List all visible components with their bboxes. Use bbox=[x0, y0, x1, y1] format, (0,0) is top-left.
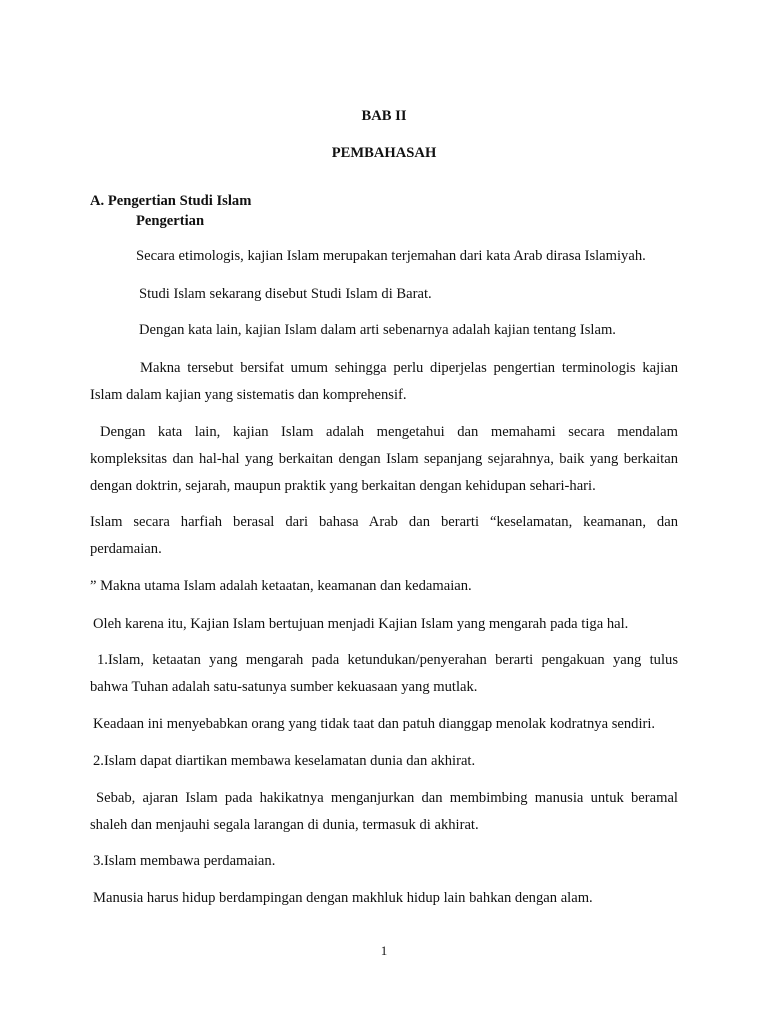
paragraph-10: Keadaan ini menyebabkan orang yang tidak taat dan patuh dianggap menolak kodratnya sendiri. bbox=[93, 716, 656, 732]
paragraph-12 bbox=[90, 785, 678, 839]
paragraph-14: Manusia harus hidup berdampingan dengan makhluk hidup lain bahkan dengan alam. bbox=[93, 890, 593, 906]
paragraph-5 bbox=[90, 419, 678, 500]
paragraph-7: ” Makna utama Islam adalah ketaatan, keamanan dan kedamaian. bbox=[90, 578, 472, 594]
paragraph-6-line-1: Islam secara harfiah berasal dari bahasa Arab dan berarti “keselamatan, keamanan, dan bbox=[90, 514, 678, 530]
paragraph-5-line-2: kompleksitas dan hal-hal yang berkaitan dengan Islam sepanjang sejarahnya, baik yang berkaitan bbox=[90, 451, 678, 467]
chapter-number: BAB II bbox=[361, 108, 407, 124]
page-number: 1 bbox=[380, 943, 388, 958]
paragraph-9-line-1: 1.Islam, ketaatan yang mengarah pada ketundukan/penyerahan berarti pengakuan yang tulus bbox=[97, 652, 678, 668]
paragraph-3: Dengan kata lain, kajian Islam dalam arti sebenarnya adalah kajian tentang Islam. bbox=[139, 322, 616, 338]
paragraph-12-line-2: shaleh dan menjauhi segala larangan di dunia, termasuk di akhirat. bbox=[90, 817, 479, 833]
paragraph-9-line-2: bahwa Tuhan adalah satu-satunya sumber kekuasaan yang mutlak. bbox=[90, 679, 478, 695]
subheading: Pengertian bbox=[136, 213, 205, 229]
chapter-title: PEMBAHASAH bbox=[331, 145, 437, 161]
paragraph-12-line-1: Sebab, ajaran Islam pada hakikatnya menganjurkan dan membimbing manusia untuk beramal bbox=[96, 790, 678, 806]
paragraph-1: Secara etimologis, kajian Islam merupakan terjemahan dari kata Arab dirasa Islamiyah. bbox=[136, 248, 646, 264]
paragraph-4-line-2: Islam dalam kajian yang sistematis dan komprehensif. bbox=[90, 387, 407, 403]
paragraph-13: 3.Islam membawa perdamaian. bbox=[93, 853, 276, 869]
paragraph-6 bbox=[90, 509, 678, 563]
paragraph-2: Studi Islam sekarang disebut Studi Islam di Barat. bbox=[139, 286, 432, 302]
paragraph-4 bbox=[90, 355, 678, 409]
paragraph-4-line-1: Makna tersebut bersifat umum sehingga perlu diperjelas pengertian terminologis kajian bbox=[140, 360, 678, 376]
section-heading: A. Pengertian Studi Islam bbox=[90, 193, 252, 209]
paragraph-8: Oleh karena itu, Kajian Islam bertujuan menjadi Kajian Islam yang mengarah pada tiga hal. bbox=[93, 616, 629, 632]
paragraph-5-line-1: Dengan kata lain, kajian Islam adalah mengetahui dan memahami secara mendalam bbox=[100, 424, 678, 440]
paragraph-9 bbox=[90, 647, 678, 701]
paragraph-6-line-2: perdamaian. bbox=[90, 541, 162, 557]
paragraph-11: 2.Islam dapat diartikan membawa keselamatan dunia dan akhirat. bbox=[93, 753, 476, 769]
paragraph-5-line-3: dengan doktrin, sejarah, maupun praktik yang berkaitan dengan kehidupan sehari-hari. bbox=[90, 478, 596, 494]
